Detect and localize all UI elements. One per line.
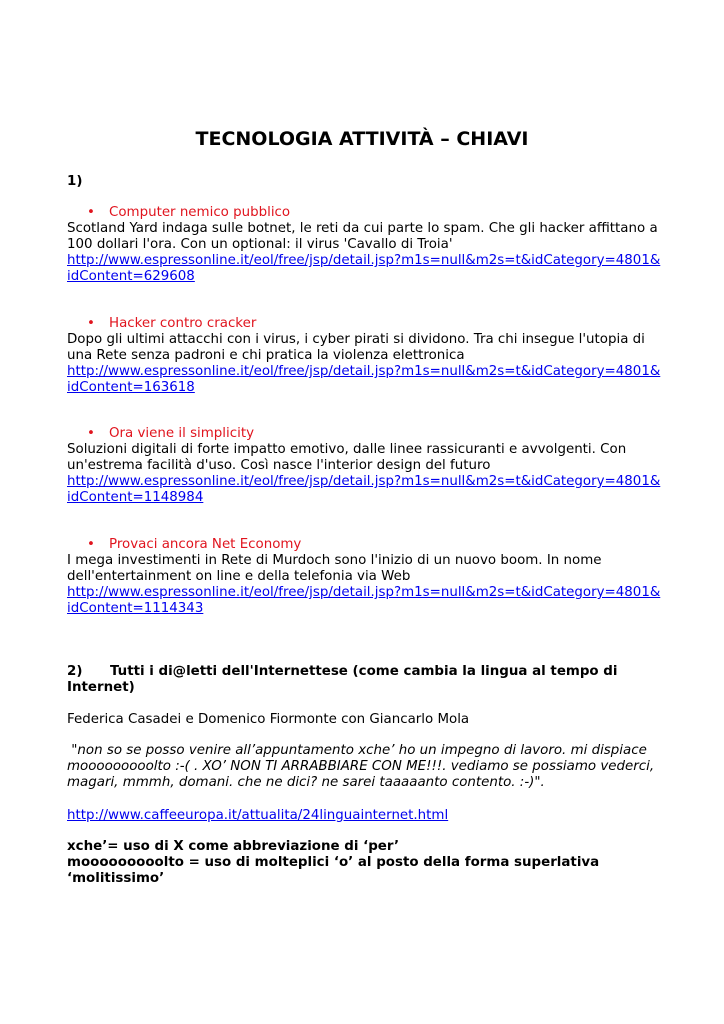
list-item-description: I mega investimenti in Rete di Murdoch sono l'inizio di un nuovo boom. In nome dell'entertainment on line e della telefonia via Web http://www.espressonline.it/eol/free/jsp/detail.jsp?m1s=null&m2s=t&idCategory=4801& idContent=1114343 xyxy=(67,553,667,617)
section-2-heading: 2) Tutti i di@letti dell'Internettese (come cambia la lingua al tempo di Internet) xyxy=(67,664,618,695)
notes-block: xche’= uso di X come abbreviazione di ‘per’ mooooooooolto = uso di molteplici ‘o’ al posto della forma superlativa ‘molitissimo’ xyxy=(67,839,600,886)
list-item-description: Soluzioni digitali di forte impatto emotivo, dalle linee rassicuranti e avvolgenti. Con un'estrema facilità d'uso. Così nasce l'interior design del futuro http://www.espressonline.it/eol/free/jsp/detail.jsp?m1s=null&m2s=t&idCategory=4801& idContent=1148984 xyxy=(67,442,667,506)
article-link[interactable]: http://www.espressonline.it/eol/free/jsp/detail.jsp?m1s=null&m2s=t&idCategory=4801& idContent=163618 xyxy=(67,364,661,395)
section-2-number: 2) xyxy=(67,664,83,679)
list-item-heading: • Ora viene il simplicity xyxy=(87,426,255,441)
quote-block: "non so se posso venire all’appuntamento xche’ ho un impegno di lavoro. mi dispiace mooooooooolto :-( . XO’ NON TI ARRABBIARE CON ME!!!. vediamo se possiamo vederci, magari, mmmh, domani. che ne dici? ne sarei taaaaanto contento. :-)". xyxy=(67,743,655,790)
list-item-heading: • Computer nemico pubblico xyxy=(87,205,291,220)
article-link[interactable]: http://www.espressonline.it/eol/free/jsp/detail.jsp?m1s=null&m2s=t&idCategory=4801& idContent=629608 xyxy=(67,253,661,284)
article-link[interactable]: http://www.espressonline.it/eol/free/jsp/detail.jsp?m1s=null&m2s=t&idCategory=4801& idContent=1114343 xyxy=(67,585,661,616)
bullet-icon: • xyxy=(87,537,95,552)
list-item-description: Dopo gli ultimi attacchi con i virus, i cyber pirati si dividono. Tra chi insegue l'utopia di una Rete senza padroni e chi pratica la violenza elettronica http://www.espressonline.it/eol/free/jsp/detail.jsp?m1s=null&m2s=t&idCategory=4801& idContent=163618 xyxy=(67,332,667,396)
section-1-number: 1) xyxy=(67,174,83,189)
list-item-description: Scotland Yard indaga sulle botnet, le reti da cui parte lo spam. Che gli hacker affittano a 100 dollari l'ora. Con un optional: il virus 'Cavallo di Troia' http://www.espressonline.it/eol/free/jsp/detail.jsp?m1s=null&m2s=t&idCategory=4801& idContent=629608 xyxy=(67,221,667,285)
list-item-heading: • Hacker contro cracker xyxy=(87,316,257,331)
caffeeuropa-link[interactable]: http://www.caffeeuropa.it/attualita/24linguainternet.html xyxy=(67,808,449,823)
list-item-heading: • Provaci ancora Net Economy xyxy=(87,537,302,552)
article-link[interactable]: http://www.espressonline.it/eol/free/jsp/detail.jsp?m1s=null&m2s=t&idCategory=4801& idContent=1148984 xyxy=(67,474,661,505)
bullet-icon: • xyxy=(87,205,95,220)
page-title: TECNOLOGIA ATTIVITÀ – CHIAVI xyxy=(195,128,529,150)
authors-line: Federica Casadei e Domenico Fiormonte con Giancarlo Mola xyxy=(67,712,470,727)
bullet-icon: • xyxy=(87,316,95,331)
bullet-icon: • xyxy=(87,426,95,441)
